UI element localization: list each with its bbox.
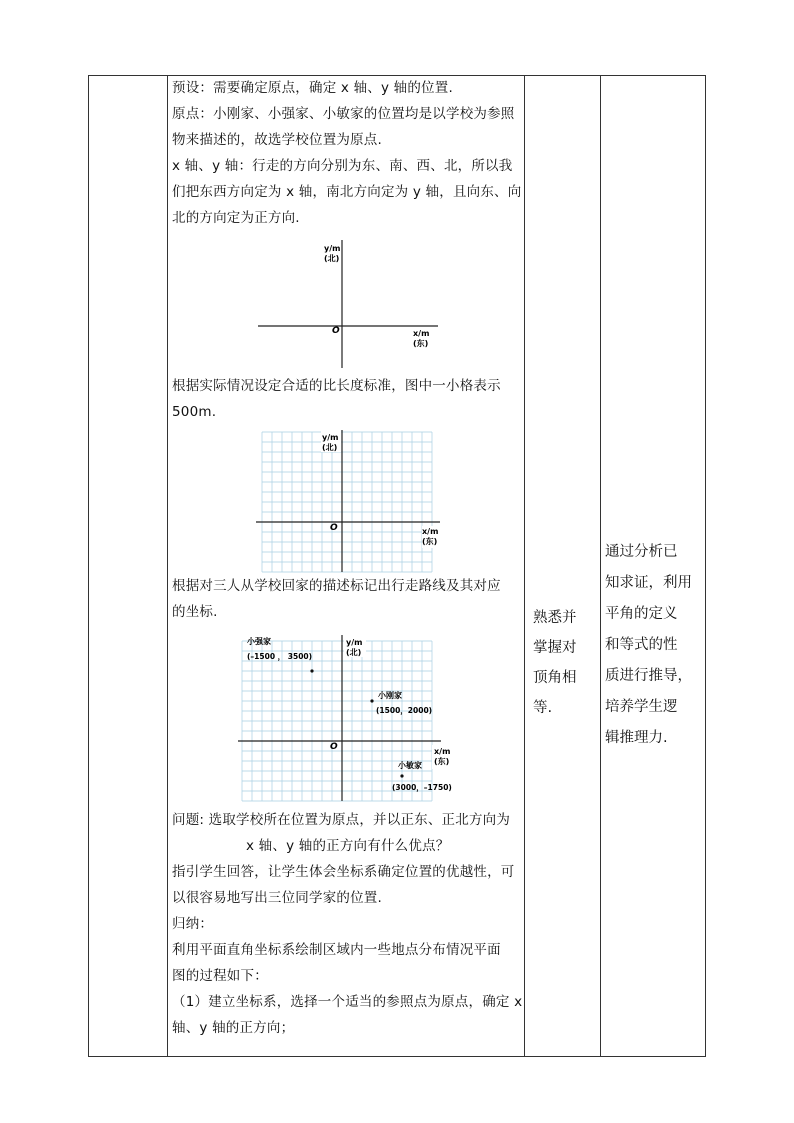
axes-text-2: 们把东西方向定为 x 轴，南北方向定为 y 轴，且向东、向 [172,184,522,200]
location-points [247,636,452,793]
origin-text-2: 物来描述的，故选学校位置为原点. [172,132,382,148]
axes-text-3: 北的方向定为正方向. [172,210,300,226]
location-dot [400,774,403,777]
x-axis-direction: (东) [434,757,450,766]
x-axis-label: x/m [434,747,451,756]
origin-label: O [330,523,338,533]
origin-text-1: 原点：小刚家、小强家、小敏家的位置均是以学校为参照 [172,106,515,122]
location-coordinate: (1500，2000) [376,706,433,715]
location-coordinate: (3000，–1750) [392,783,452,792]
column-divider [524,75,525,1057]
process-text-1: 利用平面直角坐标系绘制区域内一些地点分布情况平面 [172,942,501,958]
location-name: 小强家 [247,637,271,646]
objective-cell [533,603,593,723]
scale-text-2: 500m. [172,404,217,420]
map-figure [236,631,454,803]
step1-text-1: （1）建立坐标系，选择一个适当的参照点为原点，确定 x [172,994,523,1010]
design-intent-cell [605,537,703,754]
preset-text: 预设：需要确定原点，确定 x 轴、y 轴的位置. [172,80,453,96]
step1-text-2: 轴、y 轴的正方向； [172,1020,295,1036]
intent-line: 质进行推导， [605,668,692,684]
column-divider [167,75,168,1057]
axes-text-1: x 轴、y 轴：行走的方向分别为东、南、西、北，所以我 [172,158,513,174]
objective-line: 熟悉并 [533,610,577,626]
y-axis-label: y/m [324,244,341,253]
objective-line: 掌握对 [533,640,577,656]
grid-figure [256,426,446,574]
location-name: 小刚家 [378,691,402,700]
mark-text-1: 根据对三人从学校回家的描述标记出行走路线及其对应 [172,578,501,594]
y-axis-label: y/m [346,638,363,647]
question-text-2: x 轴、y 轴的正方向有什么优点？ [246,838,450,854]
intent-line: 和等式的性 [605,637,678,653]
intent-line: 辑推理力. [605,730,668,746]
process-text-2: 图的过程如下： [172,968,268,984]
location-dot [370,699,373,702]
grid-lines [262,432,432,572]
mark-text-2: 的坐标. [172,604,218,620]
location-dot [310,669,313,672]
y-axis-label: y/m [322,433,339,442]
axes-figure [258,238,438,370]
scale-text-1: 根据实际情况设定合适的比长度标准，图中一小格表示 [172,378,501,394]
origin-label: O [330,742,338,752]
y-axis-direction: (北) [322,443,338,452]
grid-lines [242,641,432,801]
x-axis-label: x/m [422,527,439,536]
guide-text-2: 以很容易地写出三位同学家的位置. [172,890,382,906]
question-text-1: 问题: 选取学校所在位置为原点，并以正东、正北方向为 [172,812,511,828]
objective-line: 顶角相 [533,670,577,686]
location-coordinate: (–1500 ， 3500) [247,652,313,661]
y-axis-direction: (北) [346,648,362,657]
intent-line: 通过分析已 [605,544,678,560]
summary-heading: 归纳： [172,916,214,932]
objective-line: 等. [533,700,553,716]
intent-line: 培养学生逻 [605,699,678,715]
x-axis-label: x/m [413,329,430,338]
x-axis-direction: (东) [413,339,429,348]
teaching-process-cell [172,75,524,1057]
origin-label: O [332,326,340,336]
intent-line: 知求证，利用 [605,575,692,591]
y-axis-direction: (北) [324,254,340,263]
x-axis-direction: (东) [422,537,438,546]
location-name: 小敏家 [398,761,422,770]
column-divider [600,75,601,1057]
guide-text-1: 指引学生回答，让学生体会坐标系确定位置的优越性，可 [172,864,515,880]
intent-line: 平角的定义 [605,606,678,622]
